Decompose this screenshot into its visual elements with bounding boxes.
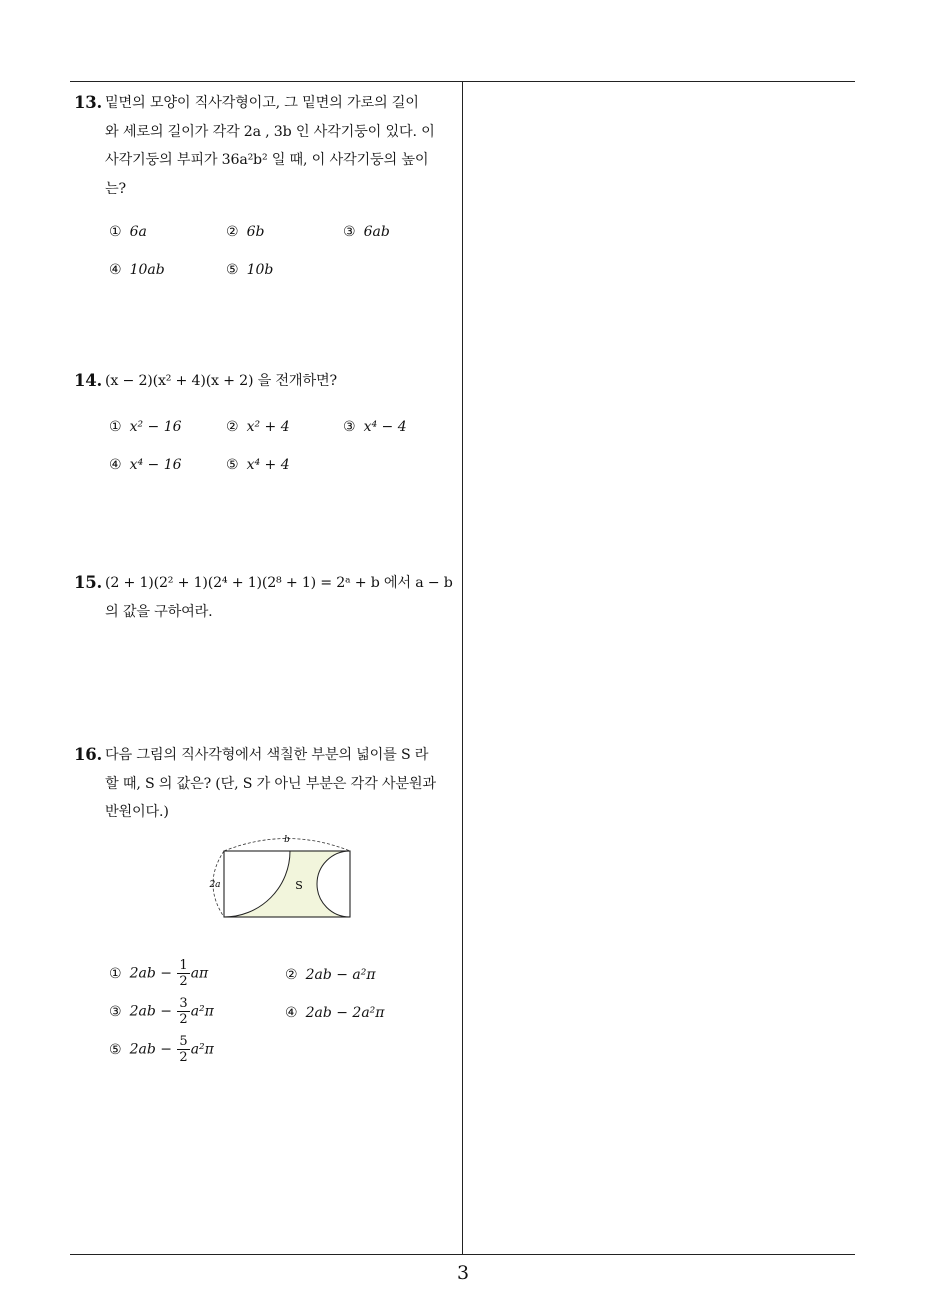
column-divider [462,82,463,1255]
choice-16-3[interactable]: ③ 2ab − $\frac{3}{2}$ a²π [109,996,214,1027]
problem-13-text-1: 밑면의 모양이 직사각형이고, 그 밑면의 가로의 길이 [105,95,419,111]
choice-16-1[interactable]: ① 2ab − $\frac{1}{2}$ aπ [109,958,209,989]
problem-15-line-1 [74,569,458,598]
choice-14-4[interactable]: ④ x⁴ − 16 [109,456,182,473]
rectangle-figure [200,830,360,930]
problem-13-line-1 [74,89,458,118]
problem-13-number: 13. [74,93,103,112]
choice-16-2[interactable]: ② 2ab − a²π [285,967,376,983]
problem-14 [74,367,458,495]
problem-15-text-1: (2 + 1)(2² + 1)(2⁴ + 1)(2⁸ + 1) = 2ᵃ + b 에서 a − b [105,575,453,591]
problem-16-line-2: 할 때, S 의 값은? (단, S 가 아닌 부분은 각각 사분원과 [105,775,436,792]
choice-13-3[interactable]: ③ 6ab [343,224,390,240]
problem-15-line-2: 의 값을 구하여라. [105,603,213,620]
problem-16-number: 16. [74,745,103,764]
label-shaded-s: S [295,879,303,892]
problem-13 [74,89,458,300]
page-number: 3 [456,1262,470,1284]
choice-16-4[interactable]: ④ 2ab − 2a²π [285,1005,385,1021]
choice-13-2[interactable]: ② 6b [226,224,265,240]
choice-13-1[interactable]: ① 6a [109,224,147,240]
fraction: $\frac{3}{2}$ [179,996,188,1027]
choice-16-5[interactable]: ⑤ 2ab − $\frac{5}{2}$ a²π [109,1034,214,1065]
problem-16-line-3: 반원이다.) [105,804,169,820]
problem-16-choices [109,958,449,1072]
fraction: $\frac{1}{2}$ [179,958,188,989]
problem-16-line-1 [74,741,458,770]
problem-13-line-4: 는? [105,180,126,197]
shaded-region [224,851,350,917]
problem-16-text-1: 다음 그림의 직사각형에서 색칠한 부분의 넓이를 S 라 [105,747,429,763]
problem-13-choices [109,224,458,300]
problem-14-number: 14. [74,371,103,390]
problem-14-text-1: (x − 2)(x² + 4)(x + 2) 을 전개하면? [105,373,337,389]
problem-16 [74,741,458,827]
problem-13-line-3: 사각기둥의 부피가 36a²b² 일 때, 이 사각기둥의 높이 [105,152,429,168]
problem-15-number: 15. [74,573,103,592]
choice-14-1[interactable]: ① x² − 16 [109,418,182,435]
choice-14-5[interactable]: ⑤ x⁴ + 4 [226,456,290,473]
problem-15 [74,569,458,626]
fraction: $\frac{5}{2}$ [179,1034,188,1065]
choice-13-5[interactable]: ⑤ 10b [226,262,274,278]
bottom-rule [70,1254,855,1255]
problem-14-choices [109,419,458,495]
problem-13-line-2: 와 세로의 길이가 각각 2a , 3b 인 사각기둥이 있다. 이 [105,123,435,140]
problem-16-figure [200,830,360,930]
choice-13-4[interactable]: ④ 10ab [109,262,165,278]
problem-14-line-1 [74,367,458,396]
label-height-2a: 2a [209,880,221,890]
choice-14-2[interactable]: ② x² + 4 [226,418,290,435]
choice-14-3[interactable]: ③ x⁴ − 4 [343,418,407,435]
label-width-b: b [284,835,290,845]
